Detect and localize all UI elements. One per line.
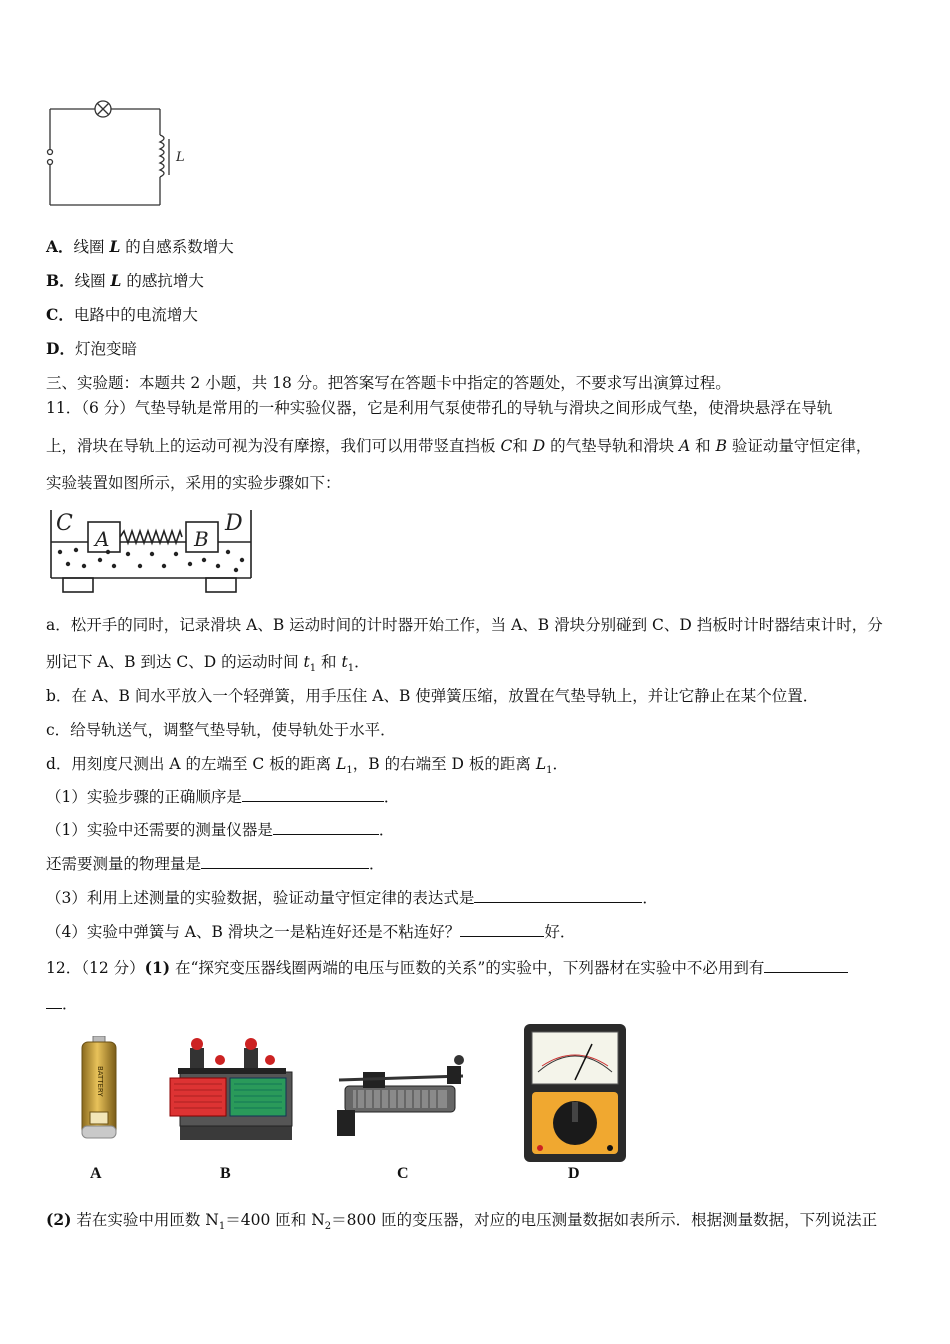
q12-part1: 12．（12 分）(1) 在“探究变压器线圈两端的电压与匝数的关系”的实验中，下列器材在实验中不必用到有 [46,958,848,978]
answer-blank-1[interactable] [242,787,384,802]
circuit-diagram [40,95,200,215]
battery-image [76,1036,122,1142]
inductor-label: L [176,150,185,165]
svg-text:BATTERY: BATTERY [96,1066,104,1097]
answer-blank-3[interactable] [201,854,369,869]
svg-text:B: B [194,527,209,551]
svg-text:D: D [225,511,243,536]
image-label-d: D [568,1165,580,1182]
step-d: d．用刻度尺测出 A 的左端至 C 板的距离 $L_1$，B 的右端至 D 板的距离 $L_1$． [46,755,569,777]
q12-part2: (2) 若在实验中用匝数 $N_1=400$ 匝和 $N_2=800$ 匝的变压器，对应的电压测量数据如表所示．根据测量数据，下列说法正 [46,1210,878,1233]
q11-sub3: （3）利用上述测量的实验数据，验证动量守恒定律的表达式是 ． [46,889,658,907]
q11-line1: 11．（6 分）气垫导轨是常用的一种实验仪器，它是利用气泵使带孔的导轨与滑块之间形成气垫，使滑块悬浮在导轨 [46,399,833,417]
q11-sub2b: 还需要测量的物理量是 ． [46,855,385,873]
transformer-image [160,1030,300,1146]
rheostat-image [335,1046,467,1146]
image-label-b: B [220,1165,231,1182]
inductor-coil [160,135,164,177]
answer-blank-5[interactable] [460,922,544,937]
q11-sub4: （4）实验中弹簧与 A、B 滑块之一是粘连好还是不粘连好？ 好． [46,923,576,941]
answer-blank-4[interactable] [474,888,642,903]
q11-line2: 上，滑块在导轨上的运动可视为没有摩擦，我们可以用带竖直挡板 C和 D 的气垫导轨和滑块 A 和 B 验证动量守恒定律， [46,437,872,455]
svg-text:A: A [95,527,110,551]
q11-line3: 实验装置如图所示，采用的实验步骤如下： [46,474,341,492]
option-a: A．线圈 L 的自感系数增大 [46,237,234,256]
q11-sub2: （1）实验中还需要的测量仪器是 ． [46,821,395,839]
q11-sub1: （1）实验步骤的正确顺序是 ． [46,788,400,806]
terminal-top [48,150,53,155]
step-a-line2: 别记下 A、B 到达 C、D 的运动时间 $t_1$ 和 $t_1$． [46,653,370,675]
terminal-bottom [48,160,53,165]
image-label-a: A [90,1165,102,1182]
option-c: C．电路中的电流增大 [46,305,198,324]
step-a-line1: a．松开手的同时，记录滑块 A、B 运动时间的计时器开始工作，当 A、B 滑块分别碰到 C、D 挡板时计时器结束计时，分 [46,616,883,634]
section-3-header: 三、实验题：本题共 2 小题，共 18 分。把答案写在答题卡中指定的答题处，不要求写出演算过程。 [46,374,731,392]
answer-blank-6[interactable] [764,958,848,973]
step-c: c．给导轨送气，调整气垫导轨，使导轨处于水平． [46,721,396,739]
step-b: b．在 A、B 间水平放入一个轻弹簧，用手压住 A、B 使弹簧压缩，放置在气垫导轨上，并让它静止在某个位置． [46,687,819,705]
option-d: D．灯泡变暗 [46,339,137,358]
option-b: B．线圈 L 的感抗增大 [46,271,204,290]
multimeter-image [522,1022,628,1164]
image-label-c: C [397,1165,409,1182]
svg-text:C: C [56,511,73,536]
answer-blank-2[interactable] [273,820,379,835]
q12-part1-cont: ． [46,994,78,1014]
air-track-figure [48,508,258,594]
